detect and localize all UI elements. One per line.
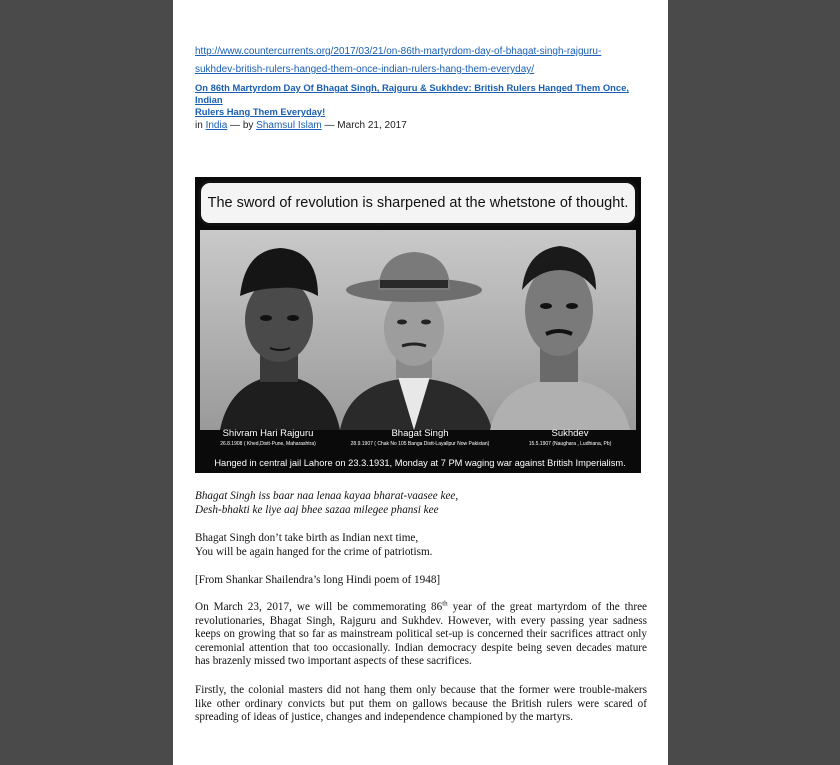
- hindi-line-2: Desh-bhakti ke liye aaj bhee sazaa milegee phansi kee: [195, 503, 439, 516]
- details-bhagat-singh: 28.9.1907 ( Chak No 105 Banga Distt-Layallpur Now Pakistan): [350, 441, 490, 447]
- quote-banner: The sword of revolution is sharpened at the whetstone of thought.: [198, 180, 638, 226]
- hindi-line-1: Bhagat Singh iss baar naa lenaa kayaa bharat-vaasee kee,: [195, 490, 459, 502]
- details-rajguru: 26.8.1908 ( Khed,Distt-Pune, Maharashtra): [220, 441, 316, 447]
- poem-source: [From Shankar Shailendra’s long Hindi poem of 1948]: [195, 574, 441, 586]
- document-page: [173, 0, 668, 765]
- caption-row: [195, 428, 641, 446]
- english-line-1: Bhagat Singh don’t take birth as Indian next time,: [195, 532, 419, 544]
- byline-date: — March 21, 2017: [324, 120, 407, 131]
- poem-english: [195, 532, 647, 559]
- portraits-image: [200, 230, 636, 430]
- article-headline[interactable]: [195, 82, 655, 118]
- p1-superscript: th: [442, 599, 448, 608]
- byline-prefix: in: [195, 120, 203, 131]
- caption-sukhdev: [505, 428, 635, 447]
- caption-bhagat-singh: [345, 428, 495, 447]
- url-link-line2[interactable]: sukhdev-british-rulers-hanged-them-once-indian-rulers-hang-them-everyday/: [195, 64, 535, 75]
- category-link[interactable]: India: [205, 120, 228, 131]
- poem-hindi: [195, 490, 647, 517]
- byline-sep: — by: [230, 120, 254, 131]
- p1-text-b: year of the great martyrdom of the three revolutionaries, Bhagat Singh, Rajguru and Sukhdev. However, with every passing year sadness keeps on growing that so far as mainstream political set-up is concerned their sacrifices attract only ceremonial attention that too occasionally. Indian democracy despite being seven decades mature has brazenly missed two important aspects of these sacrifices.: [195, 601, 647, 667]
- caption-rajguru: [203, 428, 333, 447]
- headline-line1[interactable]: On 86th Martyrdom Day Of Bhagat Singh, Rajguru & Sukhdev: British Rulers Hanged Them Once, Indian: [195, 82, 629, 105]
- details-sukhdev: 15.5.1907 (Naughara , Ludhiana, Pb): [528, 441, 612, 447]
- english-line-2: You will be again hanged for the crime of patriotism.: [195, 545, 433, 558]
- name-sukhdev: Sukhdev: [551, 428, 589, 439]
- article-url[interactable]: [195, 41, 655, 77]
- p1-text-a: On March 23, 2017, we will be commemorating 86: [195, 601, 443, 613]
- byline: [195, 120, 655, 131]
- martyrs-photo: [195, 177, 641, 473]
- url-link-line1[interactable]: http://www.countercurrents.org/2017/03/21/on-86th-martyrdom-day-of-bhagat-singh-rajguru-: [195, 46, 602, 57]
- paragraph-2: Firstly, the colonial masters did not hang them only because that the former were trouble-makers like other ordinary convicts but put them on gallows because the British rulers were scared of spreading of ideas of justice, changes and independence championed by the martyrs.: [195, 684, 647, 723]
- author-link[interactable]: Shamsul Islam: [256, 120, 322, 131]
- photo-footer: Hanged in central jail Lahore on 23.3.1931, Monday at 7 PM waging war against British Imperialism.: [214, 458, 626, 468]
- name-rajguru: Shivram Hari Rajguru: [222, 428, 314, 439]
- name-bhagat-singh: Bhagat Singh: [391, 428, 449, 439]
- headline-line2[interactable]: Rulers Hang Them Everyday!: [195, 106, 326, 117]
- paragraph-1: [195, 601, 647, 669]
